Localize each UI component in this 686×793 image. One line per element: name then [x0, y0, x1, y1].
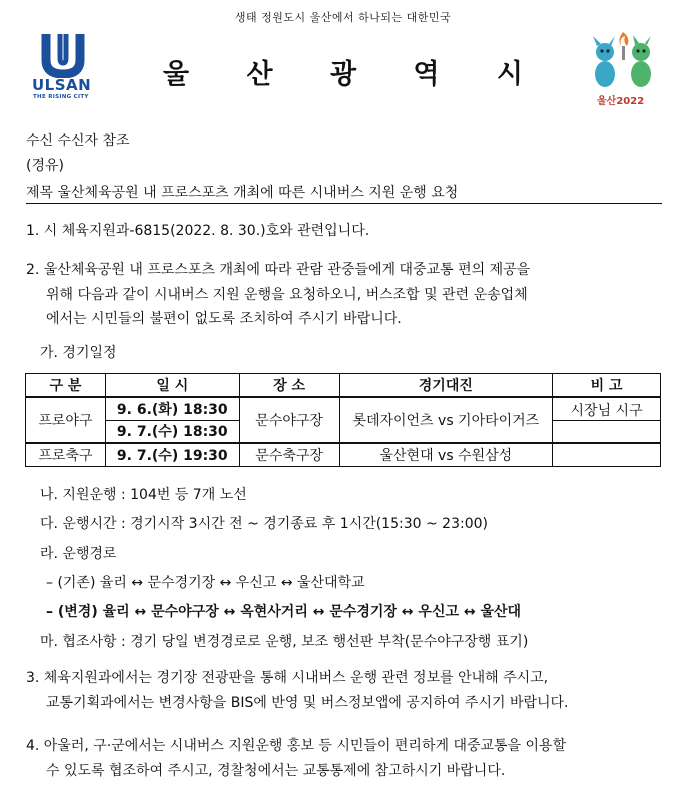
col-header-category: 구 분 [26, 374, 106, 397]
paragraph-2-line: 위해 다음과 같이 시내버스 지원 운행을 요청하오니, 버스조합 및 관련 운송업체 [46, 286, 528, 303]
table-header-row [26, 374, 661, 397]
section-ma: 마. 협조사항 : 경기 당일 변경경로로 운행, 보조 행선판 부착(문수야구장행 표기) [40, 634, 529, 650]
cell-category: 프로축구 [26, 443, 106, 466]
section-ga-heading: 가. 경기일정 [40, 345, 117, 361]
paragraph-2-line: 에서는 시민들의 불편이 없도록 조치하여 주시기 바랍니다. [46, 311, 402, 327]
paragraph-3-line: 3. 체육지원과에서는 경기장 전광판을 통해 시내버스 운행 관련 정보를 안내해 주시고, [26, 670, 549, 686]
col-header-datetime: 일 시 [105, 374, 239, 397]
paragraph-4 [26, 734, 666, 784]
section-na: 나. 지원운행 : 104번 등 7개 노선 [40, 487, 247, 503]
cell-venue: 문수축구장 [239, 443, 339, 466]
cell-datetime: 9. 6.(화) 18:30 [105, 397, 239, 421]
col-header-venue: 장 소 [239, 374, 339, 397]
game-schedule-table [25, 373, 661, 467]
subject-line: 제목 울산체육공원 내 프로스포츠 개최에 따른 시내버스 지원 운행 요청 [26, 185, 459, 201]
paragraph-1 [26, 220, 666, 243]
cell-venue: 문수야구장 [239, 397, 339, 444]
header-slogan: 생태 정원도시 울산에서 하나되는 대한민국 [234, 11, 452, 24]
logo-tagline: THE RISING CITY [33, 94, 89, 100]
via-line: (경유) [26, 158, 64, 174]
paragraph-1-line: 1. 시 체육지원과-6815(2022. 8. 30.)호와 관련입니다. [26, 223, 370, 239]
document-title: 울 산 광 역 시 [162, 59, 547, 90]
paragraph-3 [26, 666, 666, 716]
logo-ulsan-text: ULSAN [32, 76, 92, 94]
cell-datetime: 9. 7.(수) 18:30 [105, 420, 239, 443]
table-row [26, 443, 661, 466]
cell-category: 프로야구 [26, 397, 106, 444]
route-previous: – (기존) 율리 ↔ 문수경기장 ↔ 우신고 ↔ 울산대학교 [46, 575, 365, 591]
header-divider [26, 203, 662, 204]
paragraph-4-line: 4. 아울러, 구·군에서는 시내버스 지원운행 홍보 등 시민들이 편리하게 대중교통을 이용할 [26, 738, 567, 754]
recipient-line: 수신 수신자 참조 [26, 133, 130, 149]
section-da: 다. 운행시간 : 경기시작 3시간 전 ~ 경기종료 후 1시간(15:30 ~ 23:00) [40, 516, 488, 532]
paragraph-4-line: 수 있도록 협조하여 주시고, 경찰청에서는 교통통제에 참고하시기 바랍니다. [46, 763, 506, 779]
cell-match: 울산현대 vs 수원삼성 [339, 443, 553, 466]
paragraph-2 [26, 258, 666, 332]
cell-note [553, 443, 661, 466]
cell-note [553, 420, 661, 443]
col-header-note: 비 고 [553, 374, 661, 397]
col-header-match: 경기대진 [339, 374, 553, 397]
cell-note: 시장님 시구 [553, 397, 661, 421]
mascot-icon [583, 30, 663, 92]
table-row [26, 397, 661, 421]
route-changed: – (변경) 율리 ↔ 문수야구장 ↔ 옥현사거리 ↔ 문수경기장 ↔ 우신고 ↔ 울산대 [46, 604, 522, 620]
logo-year-label: 울산2022 [597, 96, 645, 107]
cell-datetime: 9. 7.(수) 19:30 [105, 443, 239, 466]
cell-match: 롯데자이언츠 vs 기아타이거즈 [339, 397, 553, 444]
paragraph-3-line: 교통기획과에서는 변경사항을 BIS에 반영 및 버스정보앱에 공지하여 주시기 바랍니다. [46, 695, 569, 711]
section-ra-heading: 라. 운행경로 [40, 546, 117, 562]
ulsan-2022-mascot-logo [583, 30, 663, 108]
paragraph-2-line: 2. 울산체육공원 내 프로스포츠 개최에 따라 관람 관중들에게 대중교통 편의 제공을 [26, 262, 531, 278]
